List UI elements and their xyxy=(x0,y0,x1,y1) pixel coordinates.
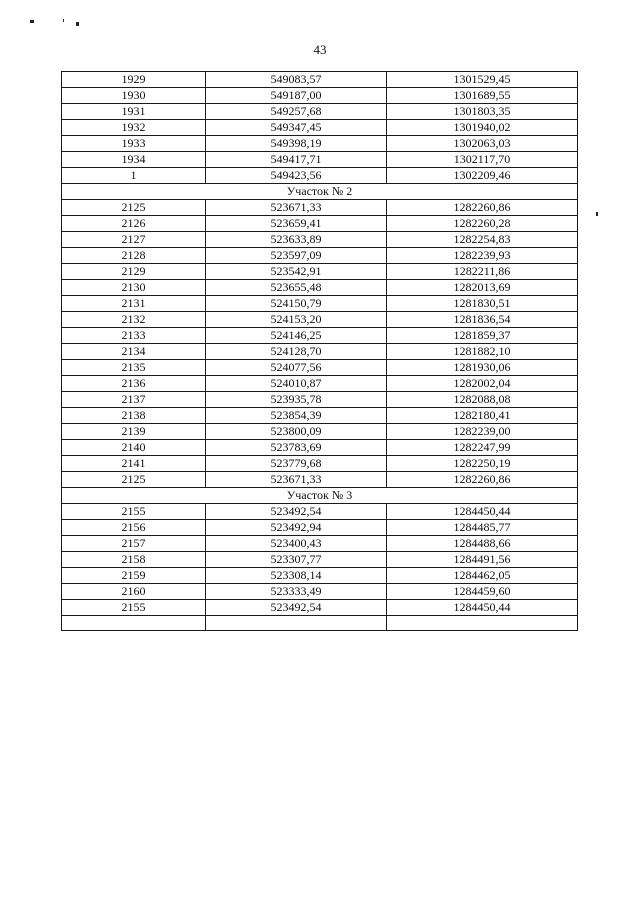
y-coordinate-cell: 1281930,06 xyxy=(387,360,578,376)
x-coordinate-cell: 549347,45 xyxy=(206,120,387,136)
table-row xyxy=(62,504,578,520)
y-coordinate-cell: 1284459,60 xyxy=(387,584,578,600)
table-row xyxy=(62,232,578,248)
x-coordinate-cell: 523308,14 xyxy=(206,568,387,584)
x-coordinate-cell: 523659,41 xyxy=(206,216,387,232)
point-number-cell: 2131 xyxy=(62,296,206,312)
y-coordinate-cell: 1282260,28 xyxy=(387,216,578,232)
table-row xyxy=(62,296,578,312)
point-number-cell: 2125 xyxy=(62,200,206,216)
table-row xyxy=(62,376,578,392)
y-coordinate-cell: 1282247,99 xyxy=(387,440,578,456)
section-header-row xyxy=(62,184,578,200)
point-number-cell: 1930 xyxy=(62,88,206,104)
x-coordinate-cell: 523671,33 xyxy=(206,472,387,488)
y-coordinate-cell: 1302063,03 xyxy=(387,136,578,152)
point-number-cell: 2127 xyxy=(62,232,206,248)
y-coordinate-cell: 1301803,35 xyxy=(387,104,578,120)
y-coordinate-cell: 1281836,54 xyxy=(387,312,578,328)
table-row xyxy=(62,216,578,232)
page-number: 43 xyxy=(313,42,327,57)
table-row xyxy=(62,584,578,600)
x-coordinate-cell: 524128,70 xyxy=(206,344,387,360)
y-coordinate-cell: 1282254,83 xyxy=(387,232,578,248)
point-number-cell: 1931 xyxy=(62,104,206,120)
table-row xyxy=(62,552,578,568)
y-coordinate-cell: 1301689,55 xyxy=(387,88,578,104)
y-coordinate-cell: 1282239,93 xyxy=(387,248,578,264)
x-coordinate-cell: 523633,89 xyxy=(206,232,387,248)
table-row xyxy=(62,200,578,216)
point-number-cell: 2125 xyxy=(62,472,206,488)
y-coordinate-cell: 1284450,44 xyxy=(387,504,578,520)
point-number-cell xyxy=(62,616,206,631)
table-row xyxy=(62,536,578,552)
x-coordinate-cell: 524146,25 xyxy=(206,328,387,344)
table-row xyxy=(62,456,578,472)
y-coordinate-cell: 1284462,05 xyxy=(387,568,578,584)
x-coordinate-cell: 524077,56 xyxy=(206,360,387,376)
y-coordinate-cell: 1284491,56 xyxy=(387,552,578,568)
point-number-cell: 2158 xyxy=(62,552,206,568)
point-number-cell: 2139 xyxy=(62,424,206,440)
x-coordinate-cell: 523333,49 xyxy=(206,584,387,600)
y-coordinate-cell: 1282239,00 xyxy=(387,424,578,440)
point-number-cell: 2155 xyxy=(62,504,206,520)
y-coordinate-cell: 1301529,45 xyxy=(387,72,578,88)
x-coordinate-cell: 549417,71 xyxy=(206,152,387,168)
x-coordinate-cell: 523783,69 xyxy=(206,440,387,456)
point-number-cell: 2134 xyxy=(62,344,206,360)
x-coordinate-cell: 524153,20 xyxy=(206,312,387,328)
y-coordinate-cell: 1282002,04 xyxy=(387,376,578,392)
scan-artifact-mark xyxy=(596,212,598,216)
x-coordinate-cell: 523307,77 xyxy=(206,552,387,568)
x-coordinate-cell: 523800,09 xyxy=(206,424,387,440)
y-coordinate-cell: 1301940,02 xyxy=(387,120,578,136)
point-number-cell: 2138 xyxy=(62,408,206,424)
point-number-cell: 2159 xyxy=(62,568,206,584)
table-row xyxy=(62,104,578,120)
scan-artifact-mark xyxy=(63,19,64,22)
table-row xyxy=(62,344,578,360)
y-coordinate-cell: 1302209,46 xyxy=(387,168,578,184)
coordinates-table xyxy=(61,71,578,631)
point-number-cell: 1 xyxy=(62,168,206,184)
x-coordinate-cell: 524150,79 xyxy=(206,296,387,312)
y-coordinate-cell: 1281859,37 xyxy=(387,328,578,344)
point-number-cell: 2135 xyxy=(62,360,206,376)
table-row xyxy=(62,360,578,376)
y-coordinate-cell: 1282250,19 xyxy=(387,456,578,472)
y-coordinate-cell: 1282260,86 xyxy=(387,200,578,216)
scan-artifact-mark xyxy=(30,20,34,23)
table-row xyxy=(62,424,578,440)
section-header-row xyxy=(62,488,578,504)
point-number-cell: 2141 xyxy=(62,456,206,472)
x-coordinate-cell: 523597,09 xyxy=(206,248,387,264)
point-number-cell: 2132 xyxy=(62,312,206,328)
x-coordinate-cell: 549398,19 xyxy=(206,136,387,152)
table-row xyxy=(62,472,578,488)
table-row xyxy=(62,312,578,328)
table-row xyxy=(62,568,578,584)
y-coordinate-cell: 1282088,08 xyxy=(387,392,578,408)
table-row xyxy=(62,280,578,296)
point-number-cell: 2130 xyxy=(62,280,206,296)
point-number-cell: 2155 xyxy=(62,600,206,616)
table-row xyxy=(62,264,578,280)
point-number-cell: 1933 xyxy=(62,136,206,152)
x-coordinate-cell: 523400,43 xyxy=(206,536,387,552)
x-coordinate-cell: 523854,39 xyxy=(206,408,387,424)
coordinates-table-body xyxy=(62,72,578,631)
point-number-cell: 1934 xyxy=(62,152,206,168)
table-row xyxy=(62,88,578,104)
point-number-cell: 1929 xyxy=(62,72,206,88)
x-coordinate-cell: 523492,54 xyxy=(206,504,387,520)
point-number-cell: 1932 xyxy=(62,120,206,136)
y-coordinate-cell: 1282211,86 xyxy=(387,264,578,280)
y-coordinate-cell: 1282180,41 xyxy=(387,408,578,424)
point-number-cell: 2136 xyxy=(62,376,206,392)
x-coordinate-cell: 523492,54 xyxy=(206,600,387,616)
x-coordinate-cell: 523542,91 xyxy=(206,264,387,280)
table-row xyxy=(62,72,578,88)
point-number-cell: 2129 xyxy=(62,264,206,280)
y-coordinate-cell xyxy=(387,616,578,631)
scan-artifact-mark xyxy=(76,22,79,26)
y-coordinate-cell: 1284485,77 xyxy=(387,520,578,536)
table-row xyxy=(62,392,578,408)
point-number-cell: 2126 xyxy=(62,216,206,232)
table-row xyxy=(62,328,578,344)
y-coordinate-cell: 1282013,69 xyxy=(387,280,578,296)
table-row xyxy=(62,248,578,264)
x-coordinate-cell: 523492,94 xyxy=(206,520,387,536)
y-coordinate-cell: 1284450,44 xyxy=(387,600,578,616)
x-coordinate-cell: 549083,57 xyxy=(206,72,387,88)
y-coordinate-cell: 1284488,66 xyxy=(387,536,578,552)
y-coordinate-cell: 1302117,70 xyxy=(387,152,578,168)
point-number-cell: 2156 xyxy=(62,520,206,536)
x-coordinate-cell: 549187,00 xyxy=(206,88,387,104)
table-row xyxy=(62,600,578,616)
point-number-cell: 2160 xyxy=(62,584,206,600)
table-row xyxy=(62,520,578,536)
point-number-cell: 2128 xyxy=(62,248,206,264)
point-number-cell: 2133 xyxy=(62,328,206,344)
x-coordinate-cell: 523935,78 xyxy=(206,392,387,408)
point-number-cell: 2157 xyxy=(62,536,206,552)
x-coordinate-cell: 549423,56 xyxy=(206,168,387,184)
x-coordinate-cell: 524010,87 xyxy=(206,376,387,392)
table-row xyxy=(62,440,578,456)
section-title: Участок № 3 xyxy=(62,488,578,504)
table-row xyxy=(62,408,578,424)
y-coordinate-cell: 1281830,51 xyxy=(387,296,578,312)
y-coordinate-cell: 1282260,86 xyxy=(387,472,578,488)
point-number-cell: 2137 xyxy=(62,392,206,408)
section-title: Участок № 2 xyxy=(62,184,578,200)
blank-row xyxy=(62,616,578,631)
point-number-cell: 2140 xyxy=(62,440,206,456)
y-coordinate-cell: 1281882,10 xyxy=(387,344,578,360)
x-coordinate-cell: 523671,33 xyxy=(206,200,387,216)
x-coordinate-cell: 549257,68 xyxy=(206,104,387,120)
table-row xyxy=(62,136,578,152)
x-coordinate-cell xyxy=(206,616,387,631)
x-coordinate-cell: 523779,68 xyxy=(206,456,387,472)
table-row xyxy=(62,168,578,184)
table-row xyxy=(62,120,578,136)
x-coordinate-cell: 523655,48 xyxy=(206,280,387,296)
table-row xyxy=(62,152,578,168)
